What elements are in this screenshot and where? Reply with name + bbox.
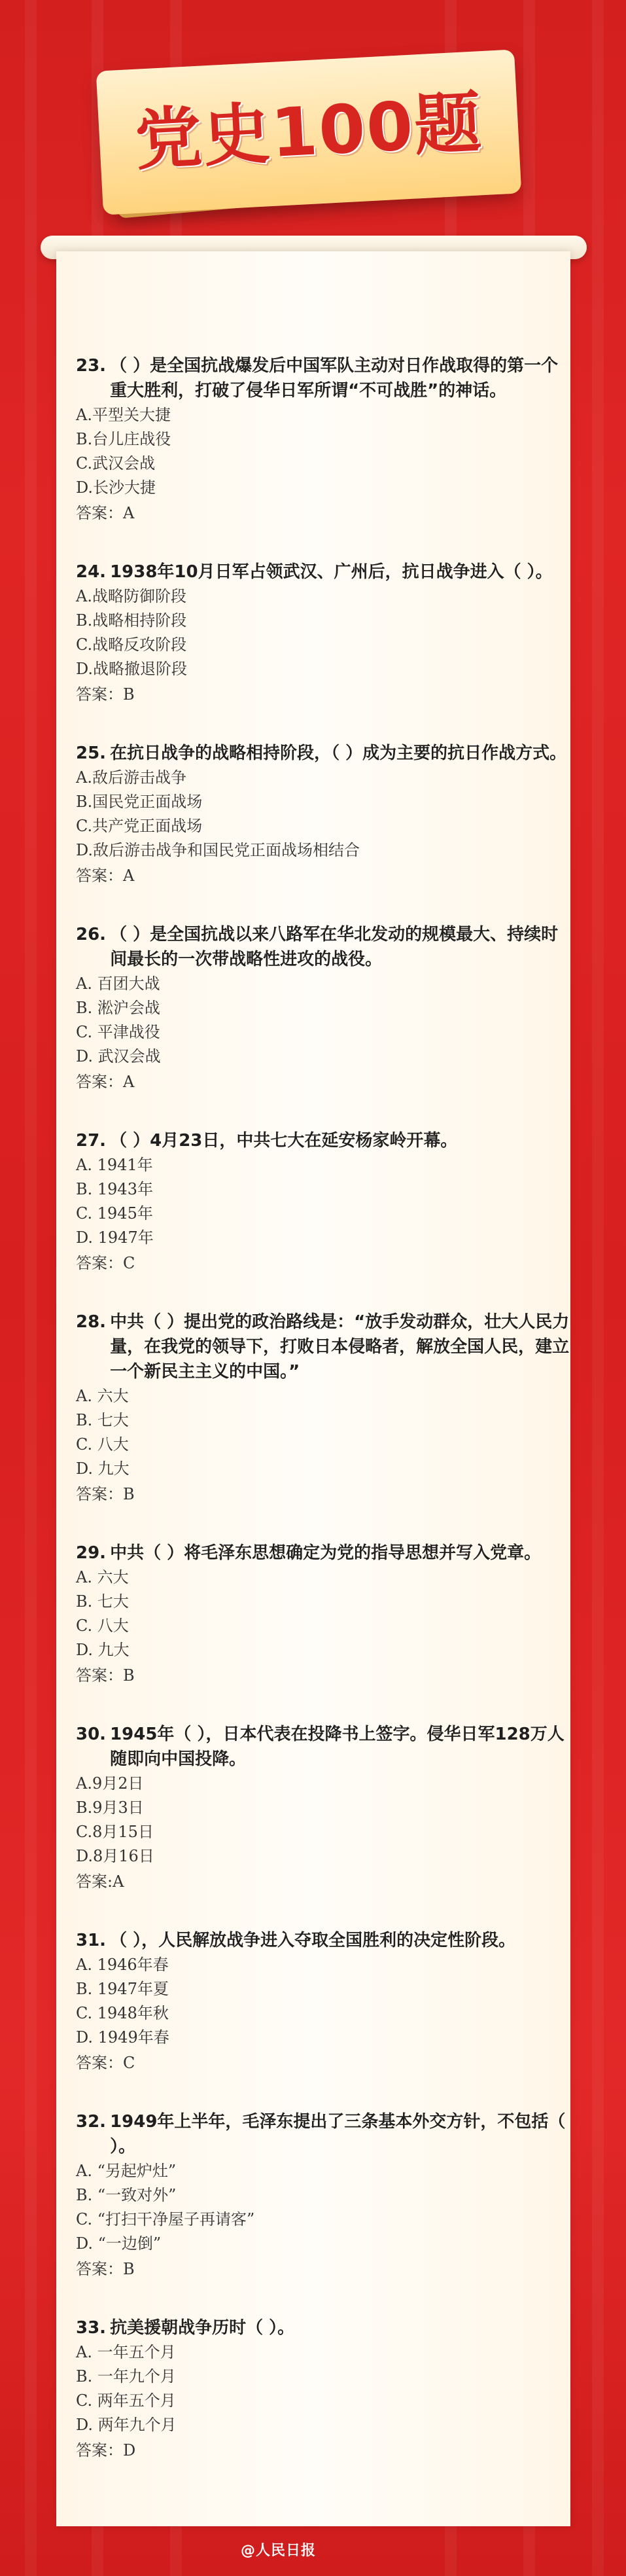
question-text: （ ）是全国抗战以来八路军在华北发动的规模最大、持续时间最长的一次带战略性进攻的战役。 bbox=[110, 925, 559, 969]
answer-text: 答案:A bbox=[76, 1872, 124, 1891]
question-number: 25. bbox=[76, 743, 107, 763]
question-number: 31. bbox=[76, 1931, 107, 1950]
question-text: 中共（ ）提出党的政治路线是：“放手发动群众，壮大人民力量，在我党的领导下，打败日本侵略者，解放全国人民，建立一个新民主主义的中国。” bbox=[110, 1312, 570, 1382]
quiz-content bbox=[76, 353, 573, 2497]
option-c: C.共产党正面战场 bbox=[76, 817, 203, 835]
option-d: D. 1947年 bbox=[76, 1228, 154, 1247]
answer-text: 答案：B bbox=[76, 685, 135, 704]
option-a: A. 1946年春 bbox=[76, 1956, 169, 1974]
question-head bbox=[76, 1310, 573, 1384]
question-text: 1945年（ ），日本代表在投降书上签字。侵华日军128万人随即向中国投降。 bbox=[110, 1725, 565, 1769]
option-b: B.台儿庄战役 bbox=[76, 430, 171, 448]
option-c: C. 八大 bbox=[76, 1617, 129, 1635]
option-d: D.8月16日 bbox=[76, 1847, 154, 1865]
question-text: （ ）4月23日，中共七大在延安杨家岭开幕。 bbox=[110, 1131, 458, 1151]
question-text: 1938年10月日军占领武汉、广州后，抗日战争进入（ ）。 bbox=[110, 562, 553, 582]
answer-text: 答案：C bbox=[76, 1254, 135, 1272]
option-b: B.战略相持阶段 bbox=[76, 611, 187, 630]
answer-text: 答案：C bbox=[76, 2054, 135, 2072]
question-head bbox=[76, 1722, 573, 1772]
option-d: D. 九大 bbox=[76, 1641, 130, 1659]
answer-text: 答案：B bbox=[76, 1485, 135, 1503]
option-a: A. 六大 bbox=[76, 1387, 129, 1405]
option-d: D.战略撤退阶段 bbox=[76, 660, 188, 678]
question-number: 28. bbox=[76, 1312, 107, 1332]
question-head bbox=[76, 741, 573, 766]
question-number: 27. bbox=[76, 1131, 107, 1151]
question-text: （ ）是全国抗战爆发后中国军队主动对日作战取得的第一个重大胜利，打破了侵华日军所谓“不可战胜”的神话。 bbox=[110, 356, 559, 401]
option-d: D. 九大 bbox=[76, 1459, 130, 1478]
question-head bbox=[76, 2109, 573, 2159]
option-a: A. “另起炉灶” bbox=[76, 2162, 177, 2180]
option-a: A.敌后游击战争 bbox=[76, 768, 186, 787]
question-number: 33. bbox=[76, 2318, 107, 2338]
question-number: 30. bbox=[76, 1725, 107, 1744]
question-text: 1949年上半年，毛泽东提出了三条基本外交方针，不包括（ ）。 bbox=[110, 2112, 566, 2156]
answer-text: 答案：A bbox=[76, 504, 135, 522]
question-head bbox=[76, 1541, 573, 1565]
option-c: C. “打扫干净屋子再请客” bbox=[76, 2210, 255, 2228]
answer-text: 答案：A bbox=[76, 867, 135, 885]
question-head bbox=[76, 2316, 573, 2340]
answer-text: 答案：B bbox=[76, 1666, 135, 1685]
question-33 bbox=[76, 2316, 573, 2463]
option-b: B. 一年九个月 bbox=[76, 2367, 176, 2386]
option-d: D.敌后游击战争和国民党正面战场相结合 bbox=[76, 841, 360, 859]
option-b: B. 淞沪会战 bbox=[76, 999, 160, 1017]
option-c: C. 1945年 bbox=[76, 1204, 153, 1223]
option-d: D. 武汉会战 bbox=[76, 1047, 161, 1065]
question-head bbox=[76, 1128, 573, 1153]
question-28 bbox=[76, 1310, 573, 1507]
option-d: D. 两年九个月 bbox=[76, 2416, 177, 2434]
question-number: 23. bbox=[76, 356, 107, 376]
option-d: D. 1949年春 bbox=[76, 2028, 169, 2047]
option-a: A. 六大 bbox=[76, 1568, 129, 1586]
question-head bbox=[76, 353, 573, 403]
option-d: D. “一边倒” bbox=[76, 2234, 162, 2253]
question-text: 在抗日战争的战略相持阶段，（ ）成为主要的抗日作战方式。 bbox=[110, 743, 567, 763]
option-b: B. “一致对外” bbox=[76, 2186, 177, 2204]
option-b: B.国民党正面战场 bbox=[76, 793, 203, 811]
option-a: A. 一年五个月 bbox=[76, 2343, 176, 2361]
question-head bbox=[76, 922, 573, 972]
option-a: A.战略防御阶段 bbox=[76, 587, 186, 605]
question-24 bbox=[76, 560, 573, 707]
question-23 bbox=[76, 353, 573, 526]
answer-text: 答案：B bbox=[76, 2260, 135, 2278]
question-text: （ ），人民解放战争进入夺取全国胜利的决定性阶段。 bbox=[110, 1931, 516, 1950]
question-head bbox=[76, 1928, 573, 1953]
question-25 bbox=[76, 741, 573, 888]
question-text: 中共（ ）将毛泽东思想确定为党的指导思想并写入党章。 bbox=[110, 1543, 542, 1563]
watermark: @人民日报 bbox=[241, 2543, 317, 2559]
option-d: D.长沙大捷 bbox=[76, 478, 156, 497]
option-b: B. 七大 bbox=[76, 1592, 129, 1611]
question-31 bbox=[76, 1928, 573, 2075]
question-number: 32. bbox=[76, 2112, 107, 2132]
question-text: 抗美援朝战争历时（ ）。 bbox=[110, 2318, 295, 2338]
option-b: B. 1943年 bbox=[76, 1180, 153, 1198]
question-32 bbox=[76, 2109, 573, 2281]
option-a: A.平型关大捷 bbox=[76, 406, 171, 424]
question-number: 26. bbox=[76, 925, 107, 944]
option-a: A.9月2日 bbox=[76, 1774, 144, 1793]
option-c: C. 1948年秋 bbox=[76, 2004, 169, 2022]
option-b: B. 七大 bbox=[76, 1411, 129, 1429]
option-c: C.8月15日 bbox=[76, 1823, 154, 1841]
question-26 bbox=[76, 922, 573, 1094]
title-banner bbox=[96, 49, 522, 215]
option-a: A. 百团大战 bbox=[76, 975, 160, 993]
option-c: C.战略反攻阶段 bbox=[76, 635, 187, 654]
question-27 bbox=[76, 1128, 573, 1276]
option-c: C. 平津战役 bbox=[76, 1023, 160, 1041]
question-head bbox=[76, 560, 573, 584]
answer-text: 答案：A bbox=[76, 1073, 135, 1091]
option-b: B.9月3日 bbox=[76, 1798, 144, 1817]
question-number: 24. bbox=[76, 562, 107, 582]
option-c: C. 两年五个月 bbox=[76, 2391, 176, 2410]
question-number: 29. bbox=[76, 1543, 107, 1563]
question-29 bbox=[76, 1541, 573, 1688]
question-30 bbox=[76, 1722, 573, 1894]
option-c: C.武汉会战 bbox=[76, 454, 156, 473]
option-c: C. 八大 bbox=[76, 1435, 129, 1454]
option-a: A. 1941年 bbox=[76, 1156, 153, 1174]
option-b: B. 1947年夏 bbox=[76, 1980, 169, 1998]
page-title: 党史100题 bbox=[133, 84, 485, 180]
answer-text: 答案：D bbox=[76, 2441, 136, 2460]
